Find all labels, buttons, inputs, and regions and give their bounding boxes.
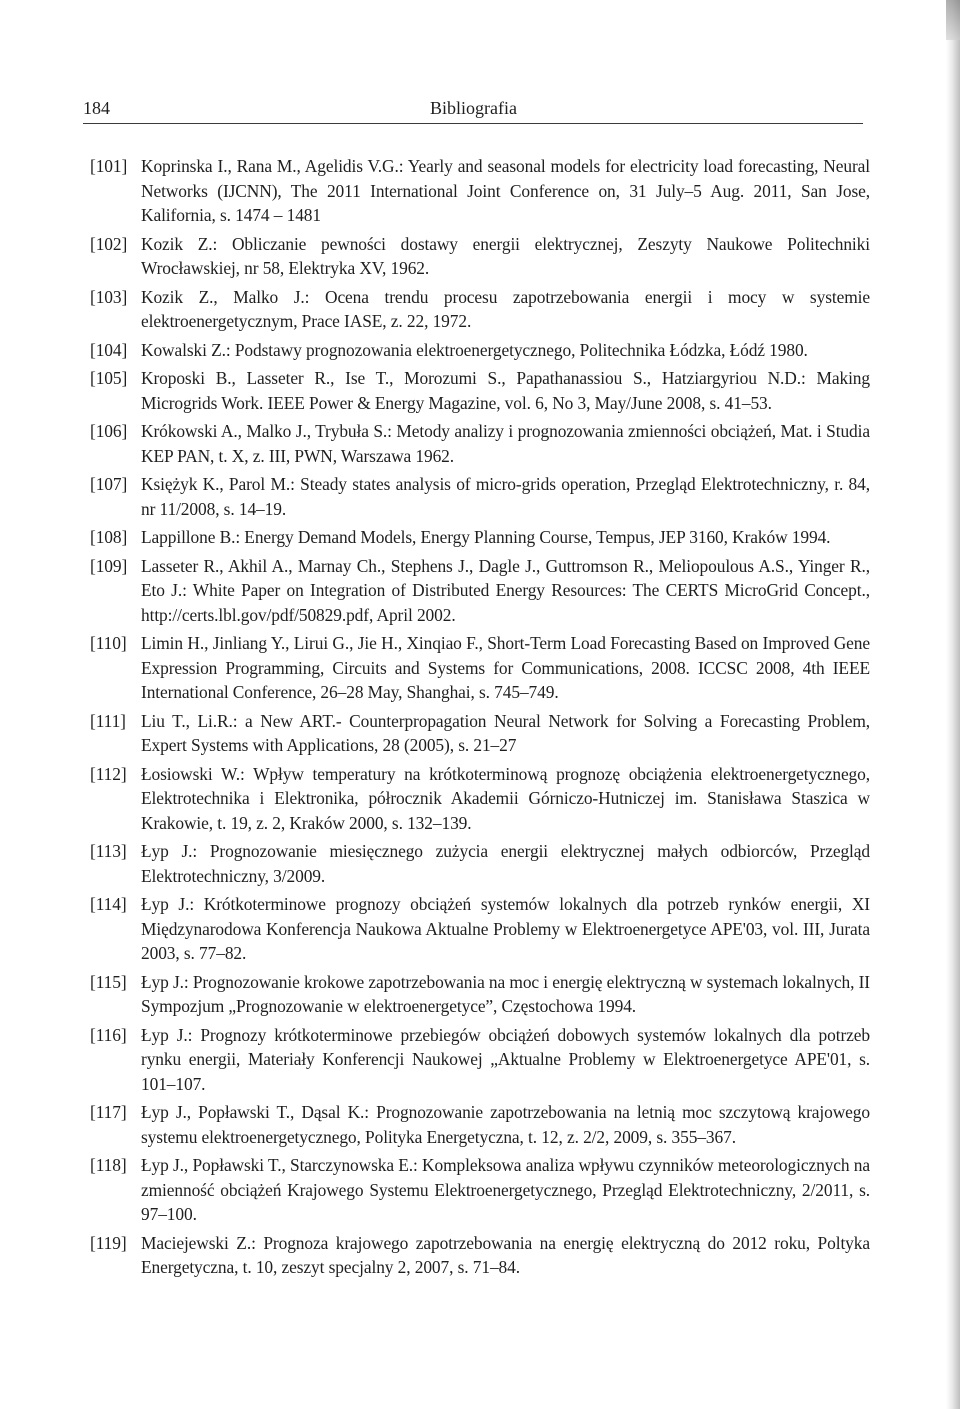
reference-entry	[90, 762, 870, 836]
reference-entry	[90, 839, 870, 888]
scan-page-edge	[946, 0, 960, 1409]
reference-text: Limin H., Jinliang Y., Lirui G., Jie H., Xinqiao F., Short-Term Load Forecasting Based on Improved Gene Expression Programming, Circuits and Systems for Communications, 2008. ICCSC 2008, 4th IEEE International Conference, 26–28 May, Shanghai, s. 745–749.	[141, 633, 870, 702]
reference-number: [116]	[90, 1024, 127, 1045]
page-number: 184	[83, 98, 110, 118]
reference-entry	[90, 525, 870, 550]
reference-text: Księżyk K., Parol M.: Steady states analysis of micro-grids operation, Przegląd Elektrotechniczny, r. 84, nr 11/2008, s. 14–19.	[141, 474, 870, 519]
reference-number: [102]	[90, 233, 128, 254]
reference-number: [112]	[90, 763, 127, 784]
reference-number: [105]	[90, 368, 128, 388]
reference-entry	[90, 709, 870, 758]
reference-entry	[90, 232, 870, 281]
reference-number: [111]	[90, 710, 126, 731]
bibliography-list	[90, 154, 870, 1284]
running-title: Bibliografia	[430, 98, 517, 118]
reference-number: [115]	[90, 971, 127, 992]
reference-entry	[90, 1153, 870, 1227]
reference-number: [104]	[90, 339, 128, 360]
scan-corner-shadow	[946, 0, 960, 40]
reference-text: Łyp J., Popławski T., Starczynowska E.: Kompleksowa analiza wpływu czynników meteorologicznych na zmienność obciążeń Krajowego Systemu Elektroenergetycznego, Przegląd Elektrotechniczny, 2/2011, s. 97–100.	[141, 1155, 870, 1224]
reference-text: Maciejewski Z.: Prognoza krajowego zapotrzebowania na energię elektryczną do 2012 roku, Poltyka Energetyczna, t. 10, zeszyt specjalny 2, 2007, s. 71–84.	[141, 1232, 870, 1277]
reference-number: [103]	[90, 286, 128, 307]
reference-text: Kozik Z., Malko J.: Ocena trendu procesu zapotrzebowania energii i mocy w systemie elektroenergetycznym, Prace IASE, z. 22, 1972.	[141, 286, 870, 331]
reference-text: Łyp J.: Prognozy krótkoterminowe przebiegów obciążeń dobowych systemów lokalnych dla potrzeb rynku energii, Materiały Konferencji Naukowej „Aktualne Problemy w Elektroenergetyce APE'01, s. 101–107.	[141, 1024, 870, 1094]
reference-text: Kowalski Z.: Podstawy prognozowania elektroenergetycznego, Politechnika Łódzka, Łódź 1980.	[141, 339, 808, 360]
reference-entry	[90, 472, 870, 521]
reference-text: Łosiowski W.: Wpływ temperatury na krótkoterminową prognozę obciążenia elektroenergetycznego, Elektrotechnika i Elektronika, półrocznik Akademii Górniczo-Hutniczej im. Stanisława Staszica w Krakowie, t. 19, z. 2, Kraków 2000, s. 132–139.	[141, 763, 870, 833]
reference-number: [109]	[90, 555, 128, 576]
page-header	[83, 96, 863, 126]
reference-number: [110]	[90, 633, 127, 653]
reference-entry	[90, 1023, 870, 1097]
reference-number: [118]	[90, 1155, 127, 1175]
reference-entry	[90, 1100, 870, 1149]
reference-entry	[90, 285, 870, 334]
reference-text: Liu T., Li.R.: a New ART.- Counterpropagation Neural Network for Solving a Forecasting Problem, Expert Systems with Applications, 28 (2005), s. 21–27	[141, 710, 870, 755]
reference-text: Krókowski A., Malko J., Trybuła S.: Metody analizy i prognozowania zmienności obciążeń, Mat. i Studia KEP PAN, t. X, z. III, PWN, Warszawa 1962.	[141, 421, 870, 466]
reference-text: Łyp J.: Prognozowanie krokowe zapotrzebowania na moc i energię elektryczną w systemach lokalnych, II Sympozjum „Prognozowanie w elektroenergetyce”, Częstochowa 1994.	[141, 971, 871, 1016]
reference-number: [108]	[90, 527, 128, 547]
reference-text: Kroposki B., Lasseter R., Ise T., Morozumi S., Papathanassiou S., Hatziargyriou N.D.: Making Microgrids Work. IEEE Power & Energy Magazine, vol. 6, No 3, May/June 2008, s. 41–53.	[141, 368, 870, 413]
reference-entry	[90, 631, 870, 705]
reference-number: [106]	[90, 421, 128, 441]
reference-text: Lappillone B.: Energy Demand Models, Energy Planning Course, Tempus, JEP 3160, Kraków 1994.	[141, 527, 831, 547]
reference-text: Lasseter R., Akhil A., Marnay Ch., Stephens J., Dagle J., Guttromson R., Meliopoulous A.S., Yinger R., Eto J.: White Paper on Integration of Distributed Energy Resources: The CERTS MicroGrid Concept., http://certs.lbl.gov/pdf/50829.pdf, April 2002.	[141, 555, 870, 625]
reference-number: [101]	[90, 156, 128, 176]
reference-number: [114]	[90, 894, 127, 914]
reference-number: [107]	[90, 474, 128, 494]
reference-entry	[90, 154, 870, 228]
reference-entry	[90, 419, 870, 468]
reference-number: [117]	[90, 1102, 127, 1122]
reference-entry	[90, 892, 870, 966]
header-rule	[83, 123, 863, 124]
reference-text: Łyp J.: Prognozowanie miesięcznego zużycia energii elektrycznej małych odbiorców, Przegląd Elektrotechniczny, 3/2009.	[141, 841, 870, 886]
reference-text: Łyp J., Popławski T., Dąsal K.: Prognozowanie zapotrzebowania na letnią moc szczytową krajowego systemu elektroenergetycznego, Polityka Energetyczna, t. 12, z. 2/2, 2009, s. 355–367.	[141, 1102, 870, 1147]
reference-number: [113]	[90, 841, 127, 861]
reference-text: Łyp J.: Krótkoterminowe prognozy obciążeń systemów lokalnych dla potrzeb rynków energii, XI Międzynarodowa Konferencja Naukowa Aktualne Problemy w Elektroenergetyce APE'03, vol. III, Jurata 2003, s. 77–82.	[141, 894, 870, 963]
reference-entry	[90, 366, 870, 415]
reference-entry	[90, 970, 870, 1019]
reference-number: [119]	[90, 1232, 127, 1253]
reference-entry	[90, 1231, 870, 1280]
reference-entry	[90, 554, 870, 628]
reference-entry	[90, 338, 870, 363]
reference-text: Koprinska I., Rana M., Agelidis V.G.: Yearly and seasonal models for electricity load forecasting, Neural Networks (IJCNN), The 2011 International Joint Conference on, 31 July–5 Aug. 2011, San Jose, Kalifornia, s. 1474 – 1481	[141, 156, 870, 225]
reference-text: Kozik Z.: Obliczanie pewności dostawy energii elektrycznej, Zeszyty Naukowe Politechniki Wrocławskiej, nr 58, Elektryka XV, 1962.	[141, 233, 870, 278]
